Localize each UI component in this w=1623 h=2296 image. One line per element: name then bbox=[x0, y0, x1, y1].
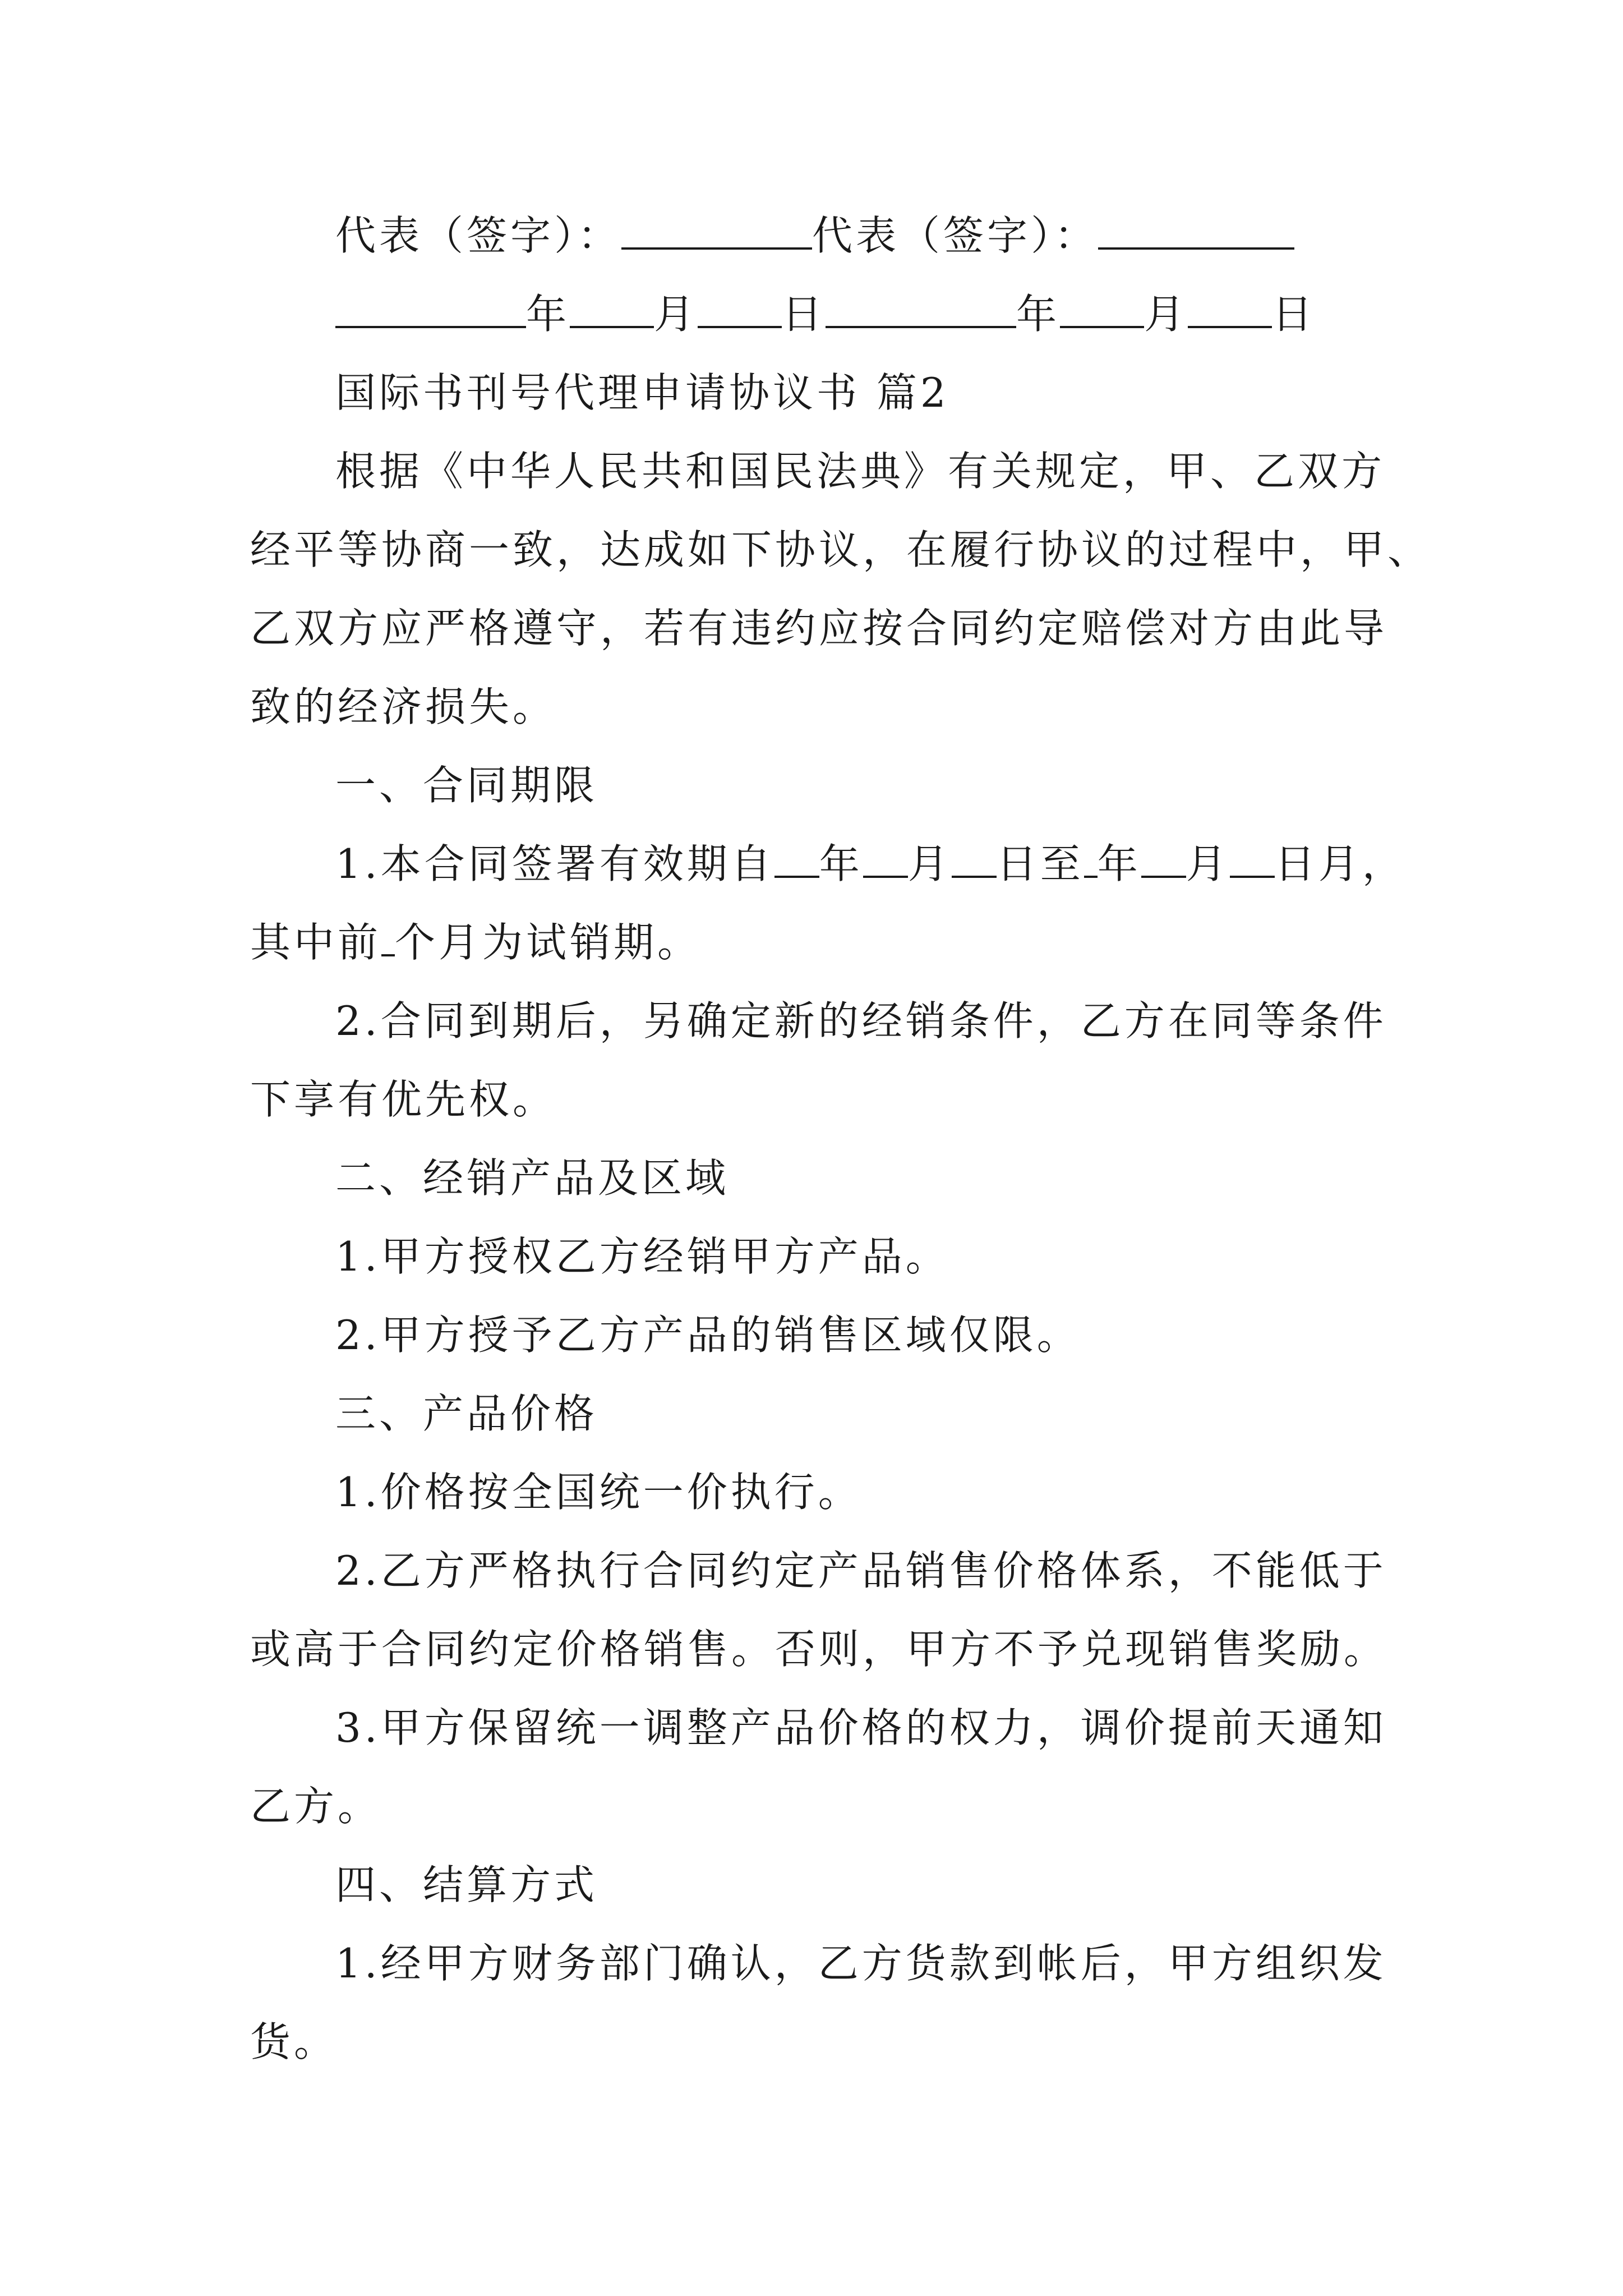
section-3-item-3: 3.甲方保留统一调整产品价格的权力，调价提前天通知 bbox=[335, 1704, 1387, 1751]
signature-line bbox=[0, 208, 1623, 264]
blank bbox=[1141, 841, 1186, 878]
date-day-a: 日 bbox=[782, 291, 826, 338]
section-3-item-2: 2.乙方严格执行合同约定产品销售价格体系，不能低于 bbox=[335, 1547, 1387, 1594]
item-text: 年 bbox=[1097, 840, 1141, 887]
intro-line-2: 经平等协商一致，达成如下协议，在履行协议的过程中，甲、 bbox=[250, 526, 1432, 573]
item-text: 其中前 bbox=[250, 919, 382, 966]
section-4-title: 四、结算方式 bbox=[335, 1861, 598, 1908]
intro-line-4: 致的经济损失。 bbox=[250, 683, 557, 730]
date-line bbox=[0, 286, 1623, 342]
intro-line-3: 乙双方应严格遵守，若有违约应按合同约定赔偿对方由此导 bbox=[250, 605, 1388, 652]
blank bbox=[381, 919, 395, 956]
item-text: 月 bbox=[1186, 840, 1230, 887]
representative-label-a: 代表（签字）： bbox=[335, 212, 622, 259]
section-1-item-1 bbox=[0, 836, 1623, 892]
item-text: 日月， bbox=[1274, 840, 1406, 887]
item-text: 日至 bbox=[996, 840, 1084, 887]
item-text: 年 bbox=[819, 840, 863, 887]
date-month-b: 月 bbox=[1144, 291, 1188, 338]
item-text: 个月为试销期。 bbox=[395, 919, 702, 966]
section-2-item-2: 2.甲方授予乙方产品的销售区域仅限。 bbox=[335, 1312, 1081, 1359]
section-1-item-2-cont: 下享有优先权。 bbox=[250, 1076, 557, 1123]
section-2-item-1: 1.甲方授权乙方经销甲方产品。 bbox=[335, 1233, 949, 1280]
date-blank bbox=[570, 291, 654, 328]
section-2-title: 二、经销产品及区域 bbox=[335, 1154, 730, 1202]
section-1-title: 一、合同期限 bbox=[335, 762, 598, 809]
date-blank bbox=[1188, 291, 1272, 328]
signature-blank-a bbox=[621, 213, 812, 250]
date-blank bbox=[335, 291, 526, 328]
intro-line-1: 根据《中华人民共和国民法典》有关规定，甲、乙双方 bbox=[335, 448, 1386, 495]
item-text: 1.本合同签署有效期自 bbox=[335, 840, 774, 887]
date-year-b: 年 bbox=[1016, 291, 1061, 338]
date-month-a: 月 bbox=[654, 291, 698, 338]
document-heading: 国际书刊号代理申请协议书 篇2 bbox=[335, 369, 949, 416]
item-text: 月 bbox=[907, 840, 952, 887]
blank bbox=[1230, 841, 1275, 878]
section-4-item-1-cont: 货。 bbox=[250, 2018, 338, 2065]
date-year-a: 年 bbox=[526, 291, 570, 338]
section-3-item-2-cont: 或高于合同约定价格销售。否则，甲方不予兑现销售奖励。 bbox=[250, 1626, 1388, 1673]
section-3-title: 三、产品价格 bbox=[335, 1390, 598, 1437]
section-3-item-1: 1.价格按全国统一价执行。 bbox=[335, 1469, 862, 1516]
section-3-item-3-cont: 乙方。 bbox=[250, 1783, 382, 1830]
section-4-item-1: 1.经甲方财务部门确认，乙方货款到帐后，甲方组织发 bbox=[335, 1940, 1387, 1987]
section-1-item-1-cont bbox=[0, 914, 1623, 970]
blank bbox=[952, 841, 997, 878]
date-day-b: 日 bbox=[1272, 291, 1316, 338]
date-blank bbox=[698, 291, 782, 328]
blank bbox=[863, 841, 908, 878]
representative-label-b: 代表（签字）： bbox=[812, 212, 1099, 259]
date-blank bbox=[826, 291, 1016, 328]
signature-blank-b bbox=[1098, 213, 1294, 250]
date-blank bbox=[1060, 291, 1144, 328]
blank bbox=[1084, 841, 1098, 878]
section-1-item-2: 2.合同到期后，另确定新的经销条件，乙方在同等条件 bbox=[335, 997, 1387, 1045]
blank bbox=[774, 841, 819, 878]
